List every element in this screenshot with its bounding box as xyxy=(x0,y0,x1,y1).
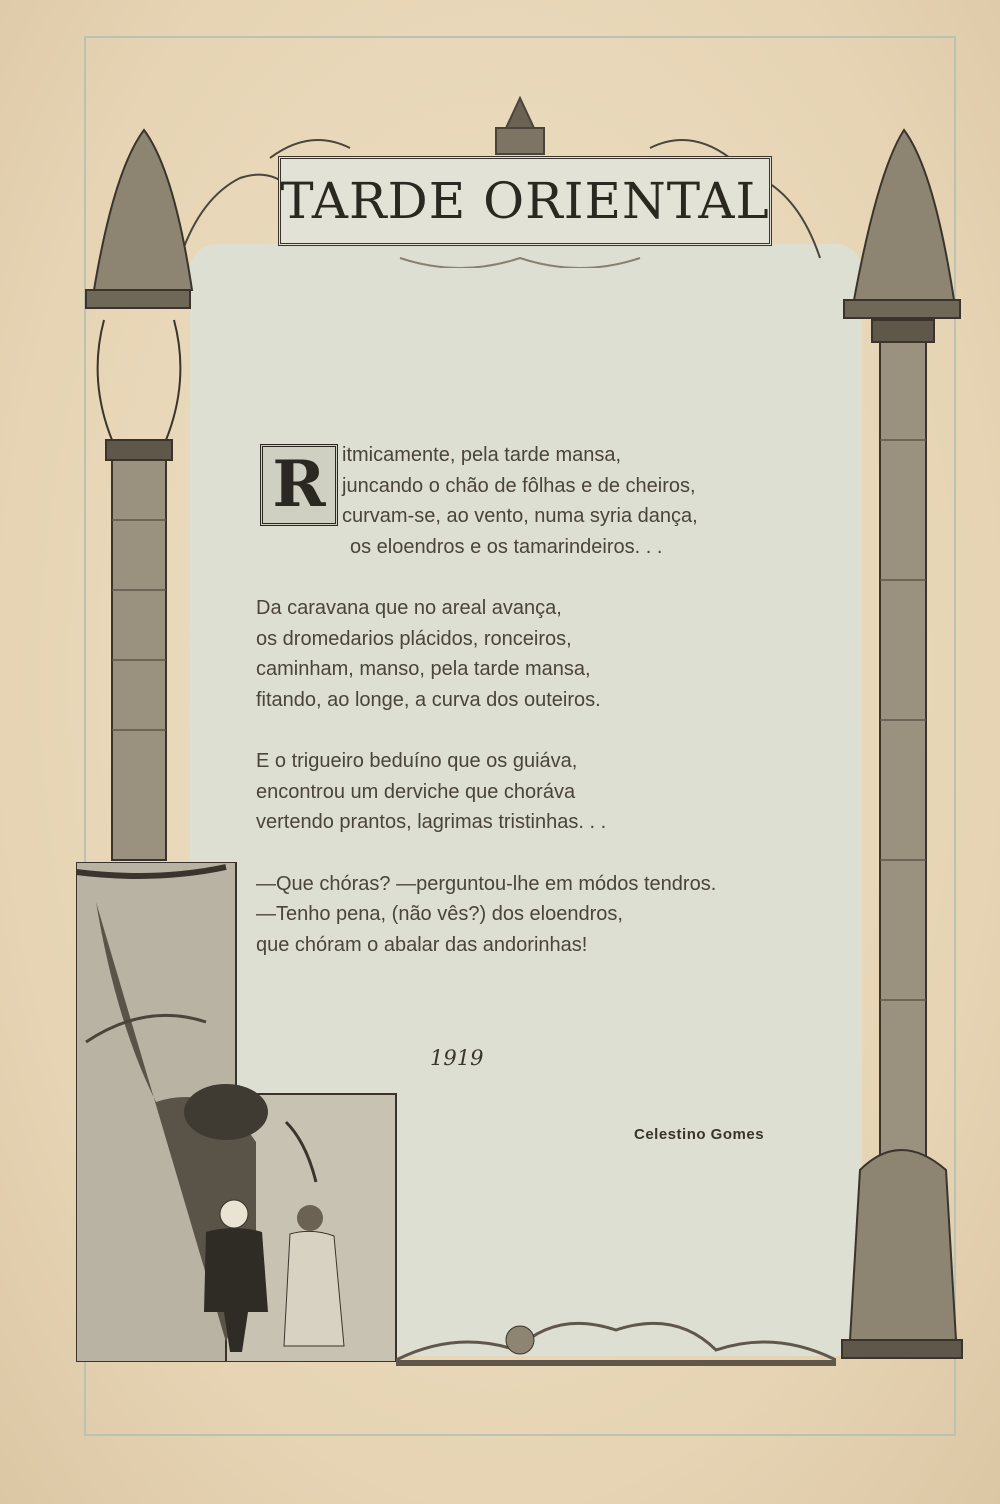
poem-line: encontrou um derviche que choráva xyxy=(256,780,576,803)
poem-line: caminham, manso, pela tarde mansa, xyxy=(256,658,591,680)
left-column-icon xyxy=(84,120,194,865)
poem-line: E o trigueiro beduíno que os guiáva, xyxy=(256,750,578,772)
stanza-2 xyxy=(256,593,796,715)
poem-author: Celestino Gomes xyxy=(634,1126,765,1143)
bottom-ornament-icon xyxy=(396,1300,836,1370)
poem-line: curvam-se, ao vento, numa syria dança, xyxy=(342,505,698,527)
drop-cap: R xyxy=(260,444,338,526)
poem-line: vertendo prantos, lagrimas tristinhas. . . xyxy=(256,811,607,833)
camel-caravan-illustration xyxy=(76,862,398,1362)
poem-line: os dromedarios plácidos, ronceiros, xyxy=(256,627,572,650)
poem-line: fitando, ao longe, a curva dos outeiros. xyxy=(256,688,601,711)
page-title: TARDE ORIENTAL xyxy=(280,172,770,230)
poem-year: 1919 xyxy=(430,1046,484,1070)
poem-line: —Que chóras? —perguntou-lhe em módos tendros. xyxy=(256,872,717,895)
right-column-icon xyxy=(840,120,964,1360)
poem-line: juncando o chão de fôlhas e de cheiros, xyxy=(342,474,696,497)
stanza-3 xyxy=(256,746,796,838)
poem-line: os eloendros e os tamarindeiros. . . xyxy=(350,535,663,558)
stanza-1 xyxy=(256,440,796,562)
title-box xyxy=(278,156,772,246)
poem-line: que chóram o abalar das andorinhas! xyxy=(256,933,588,956)
poem-line: itmicamente, pela tarde mansa, xyxy=(342,444,622,466)
poem-line: Da caravana que no areal avança, xyxy=(256,597,562,619)
poem-line: —Tenho pena, (não vês?) dos eloendros, xyxy=(256,903,623,925)
